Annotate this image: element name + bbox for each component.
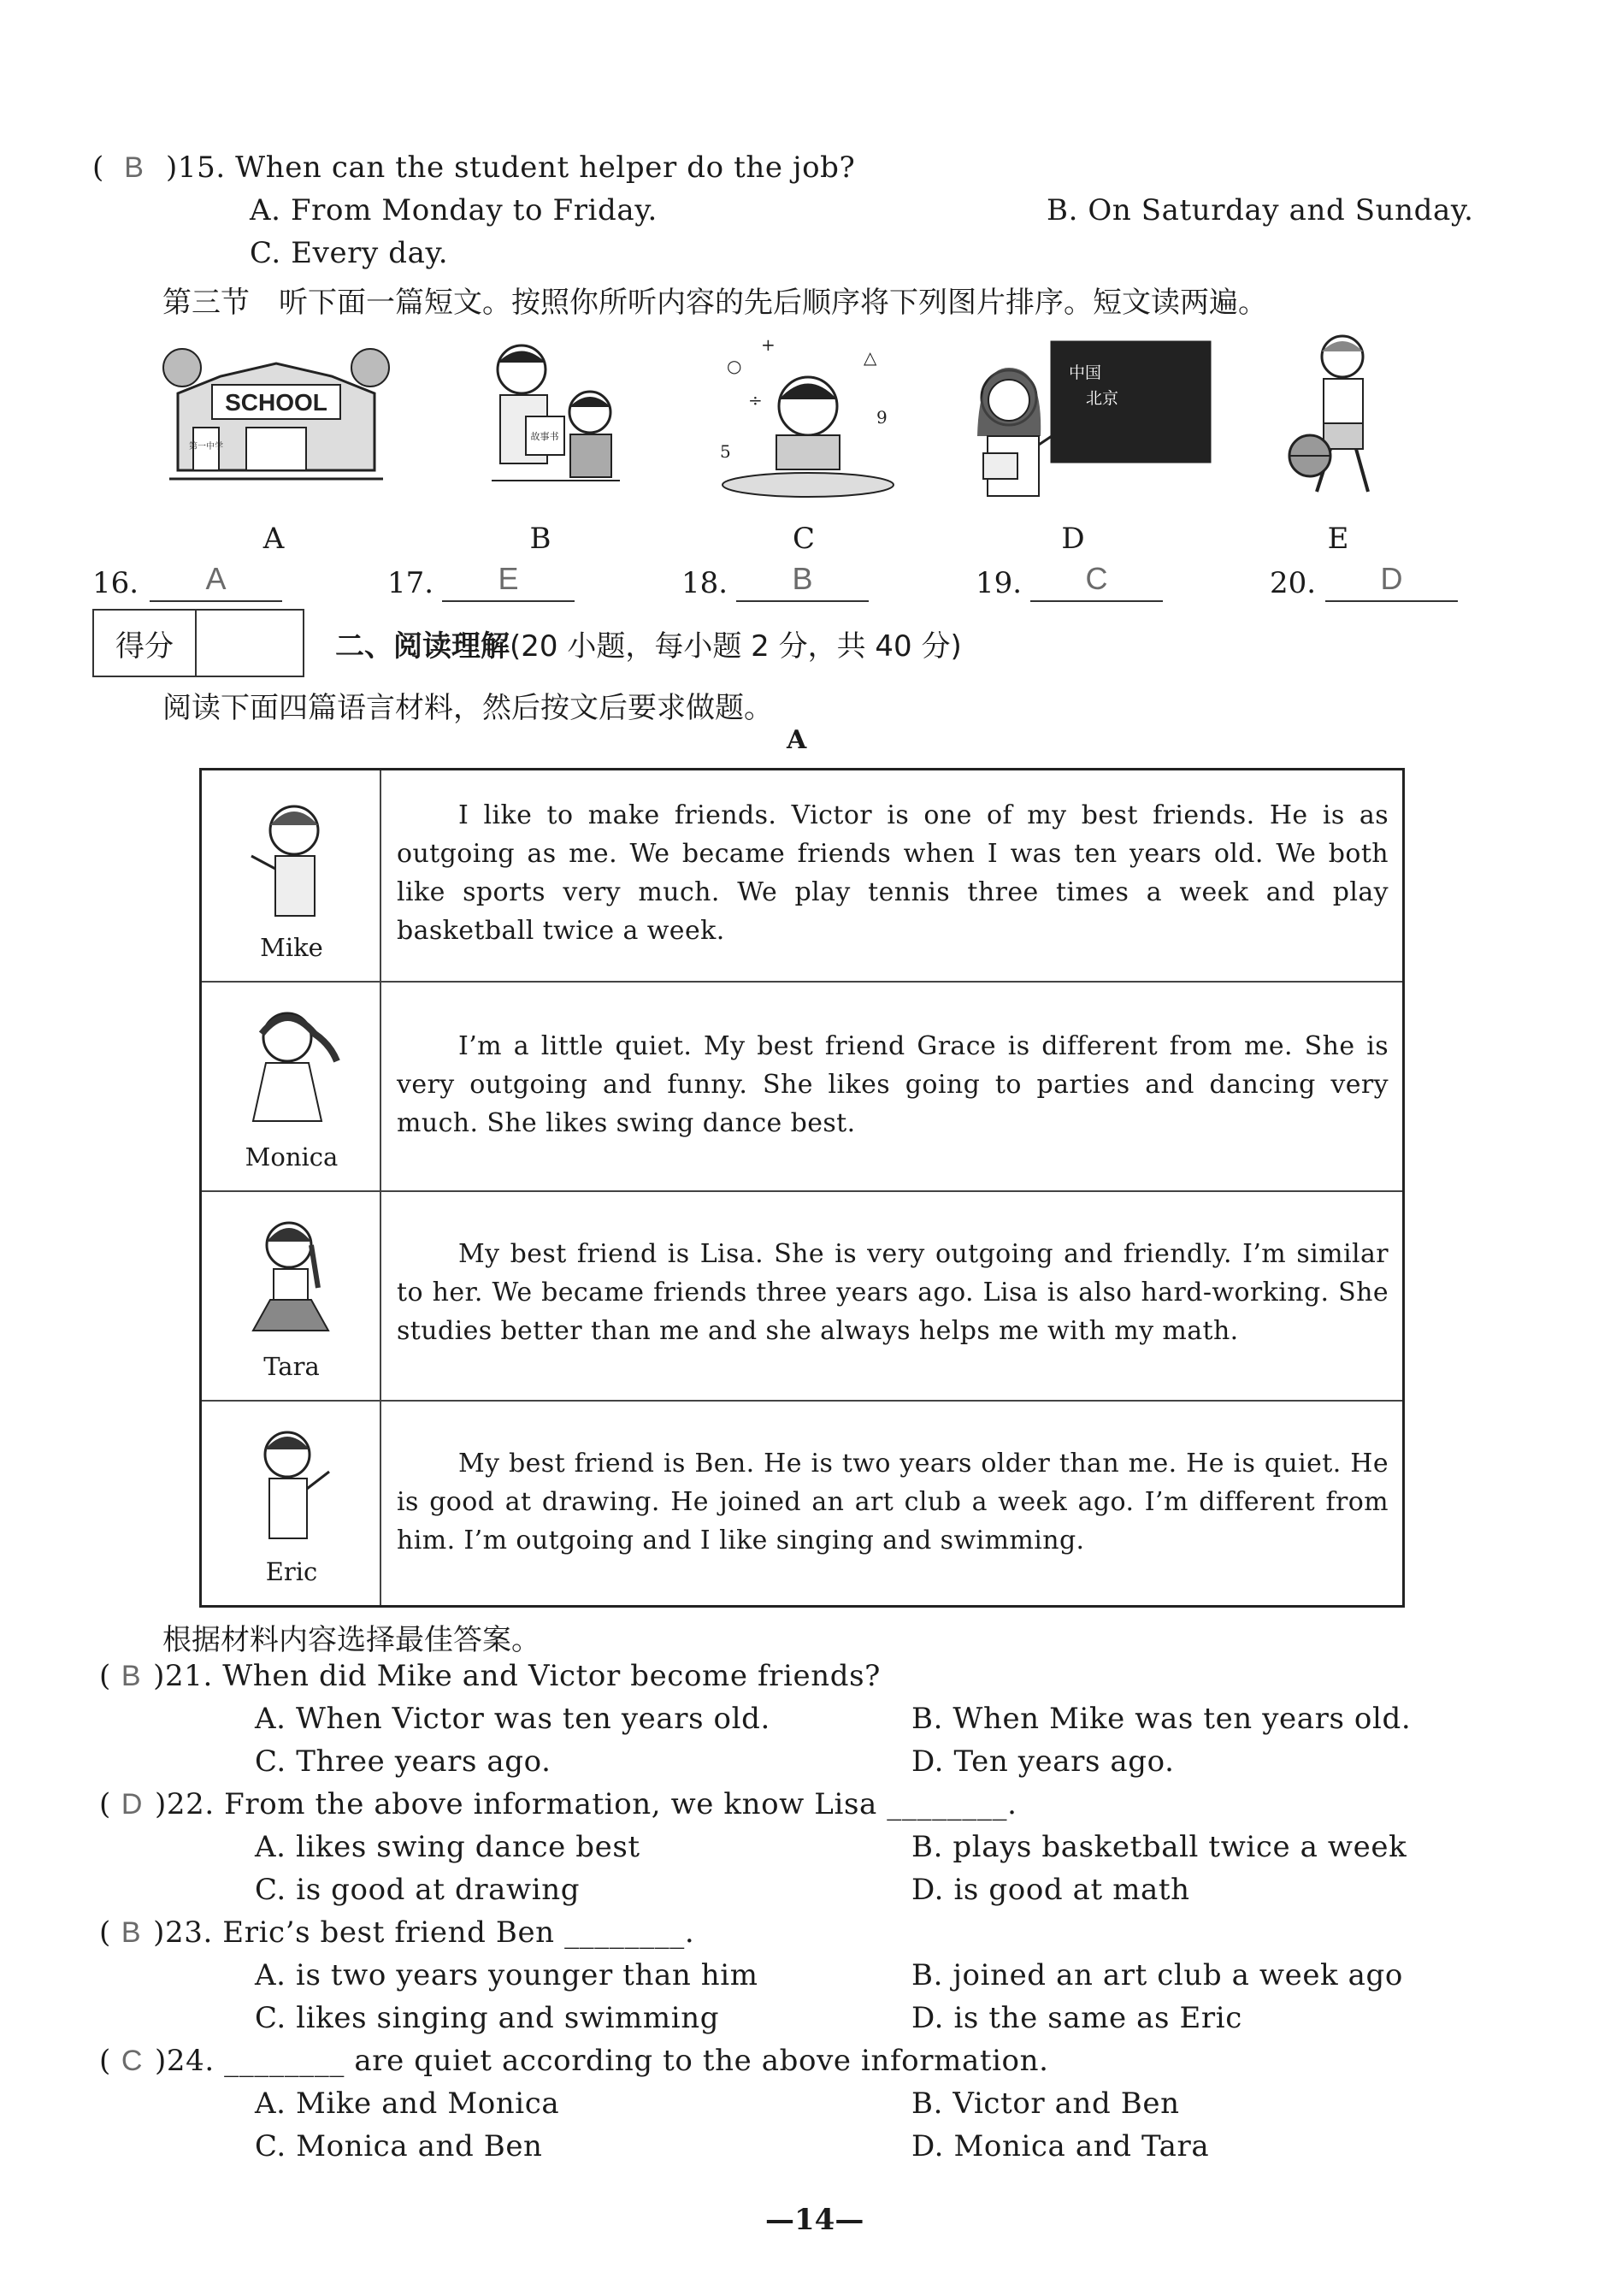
q24-question: 24. ________ are quiet according to the above information. — [166, 2044, 1049, 2078]
blank-16-answer: A — [205, 561, 227, 596]
svg-text:9: 9 — [876, 407, 888, 428]
tara-picture-cell — [202, 1192, 381, 1400]
studying-picture — [710, 329, 906, 500]
picture-label-d: D — [1061, 522, 1085, 556]
blank-17-number: 17. — [387, 566, 434, 600]
q22-answer: D — [121, 1788, 144, 1821]
q24-stem-line: ( C )24. ________ are quiet according to the above information. — [99, 2044, 1049, 2078]
q23-question: 23. Eric’s best friend Ben ________. — [165, 1915, 695, 1950]
part2-subtitle: (20 小题，每小题 2 分，共 40 分) — [510, 629, 962, 664]
choose-instruction: 根据材料内容选择最佳答案。 — [162, 1623, 540, 1657]
table-row — [202, 770, 1402, 981]
part2-instruction: 阅读下面四篇语言材料，然后按文后要求做题。 — [162, 691, 773, 725]
svg-text:5: 5 — [720, 441, 731, 462]
picture-label-a: A — [262, 522, 285, 556]
monica-passage: I’m a little quiet. My best friend Grace is different from me. She is very outgoing and funny. She likes going to parties and dancing very much. She likes swing dance best. — [397, 1031, 1389, 1138]
blank-20 — [1325, 561, 1458, 602]
table-row — [202, 1190, 1402, 1400]
table-row — [202, 981, 1402, 1190]
part2-heading — [335, 623, 962, 664]
q15-option-c: C. Every day. — [250, 236, 449, 270]
blank-17 — [442, 561, 575, 602]
blank-16-number: 16. — [92, 566, 139, 600]
q21-option-c: C. Three years ago. — [255, 1744, 551, 1779]
school-gate-text: 第一中学 — [189, 442, 223, 452]
q15-answer: B — [124, 151, 144, 184]
q15-stem-line: ( B )15. When can the student helper do the job? — [92, 151, 856, 185]
picture-label-b: B — [529, 522, 551, 556]
monica-picture-cell — [202, 983, 381, 1190]
q24-option-c: C. Monica and Ben — [255, 2129, 543, 2163]
score-field — [197, 611, 303, 676]
q23-option-c: C. likes singing and swimming — [255, 2001, 720, 2035]
svg-text:○: ○ — [727, 356, 742, 376]
eric-passage: My best friend is Ben. He is two years older than me. He is quiet. He is good at drawing. He joined an art club a week ago. I’m different from him. I’m outgoing and I like singing and swimming. — [397, 1449, 1389, 1555]
q24-option-d: D. Monica and Tara — [911, 2129, 1210, 2163]
q22-question: 22. From the above information, we know Lisa ________. — [166, 1787, 1017, 1821]
mike-passage: I like to make friends. Victor is one of my best friends. He is as outgoing as me. We became friends when I was ten years old. We both like sports very much. We play tennis three times a week and play basketball twice a week. — [397, 800, 1389, 946]
q21-question: 21. When did Mike and Victor become friends? — [165, 1659, 881, 1693]
tara-name: Tara — [263, 1352, 320, 1381]
mike-name: Mike — [260, 933, 323, 962]
teacher-blackboard-picture — [962, 333, 1218, 513]
reading-together-picture — [475, 335, 628, 498]
monica-name: Monica — [245, 1142, 339, 1172]
board-text-line1: 中国 — [1069, 363, 1102, 382]
q23-answer: B — [121, 1916, 142, 1949]
blank-20-number: 20. — [1270, 566, 1317, 600]
school-sign-text: SCHOOL — [225, 389, 327, 416]
tara-avatar — [236, 1211, 347, 1339]
mike-avatar — [243, 796, 337, 924]
q15-option-a: A. From Monday to Friday. — [250, 193, 658, 227]
score-label: 得分 — [94, 611, 197, 676]
q24-option-a: A. Mike and Monica — [255, 2086, 560, 2121]
svg-text:△: △ — [864, 347, 877, 368]
score-box — [92, 609, 304, 677]
q22-option-c: C. is good at drawing — [255, 1873, 581, 1907]
q23-option-d: D. is the same as Eric — [911, 2001, 1242, 2035]
q21-answer: B — [121, 1660, 142, 1692]
q23-option-b: B. joined an art club a week ago — [911, 1958, 1403, 1992]
blank-19-answer: C — [1085, 561, 1108, 596]
q21-option-d: D. Ten years ago. — [911, 1744, 1175, 1779]
blank-19 — [1030, 561, 1163, 602]
eric-avatar — [240, 1420, 343, 1549]
q24-option-b: B. Victor and Ben — [911, 2086, 1180, 2121]
blank-17-answer: E — [498, 561, 519, 596]
section3-instruction: 第三节 听下面一篇短文。按照你所听内容的先后顺序将下列图片排序。短文读两遍。 — [162, 286, 1267, 320]
svg-text:+: + — [761, 334, 776, 355]
blank-18-number: 18. — [681, 566, 728, 600]
page-number: —14— — [765, 2203, 864, 2237]
eric-name: Eric — [265, 1557, 318, 1586]
blank-19-number: 19. — [976, 566, 1023, 600]
blank-16 — [150, 561, 282, 602]
q22-stem-line: ( D )22. From the above information, we know Lisa ________. — [99, 1787, 1017, 1821]
tara-passage: My best friend is Lisa. She is very outgoing and friendly. I’m similar to her. We became friends three years ago. Lisa is also hard-working. She studies better than me and she always helps me with my math. — [397, 1239, 1389, 1346]
q23-option-a: A. is two years younger than him — [255, 1958, 758, 1992]
mike-picture-cell — [202, 770, 381, 981]
q21-stem-line: ( B )21. When did Mike and Victor become friends? — [99, 1659, 881, 1693]
picture-label-e: E — [1327, 522, 1349, 556]
q15-question: 15. When can the student helper do the job? — [177, 151, 856, 185]
school-picture — [161, 342, 392, 496]
q15-option-b: B. On Saturday and Sunday. — [1047, 193, 1474, 227]
q22-option-a: A. likes swing dance best — [255, 1830, 640, 1864]
blank-18 — [736, 561, 869, 602]
book-cover-text: 故事书 — [530, 431, 559, 442]
reading-table — [199, 768, 1405, 1608]
board-text-line2: 北京 — [1086, 389, 1119, 408]
blank-20-answer: D — [1380, 561, 1403, 596]
q24-answer: C — [121, 2045, 144, 2077]
svg-text:÷: ÷ — [748, 390, 763, 410]
q22-option-d: D. is good at math — [911, 1873, 1190, 1907]
blank-18-answer: B — [792, 561, 813, 596]
picture-label-c: C — [792, 522, 815, 556]
part2-title: 二、阅读理解 — [335, 629, 510, 664]
passage-label: A — [787, 725, 807, 755]
basketball-picture — [1283, 329, 1394, 509]
q22-option-b: B. plays basketball twice a week — [911, 1830, 1407, 1864]
q23-stem-line: ( B )23. Eric’s best friend Ben ________. — [99, 1915, 695, 1950]
table-row — [202, 1400, 1402, 1605]
eric-picture-cell — [202, 1402, 381, 1605]
q21-option-b: B. When Mike was ten years old. — [911, 1702, 1412, 1736]
monica-avatar — [236, 1001, 347, 1130]
q21-option-a: A. When Victor was ten years old. — [255, 1702, 770, 1736]
